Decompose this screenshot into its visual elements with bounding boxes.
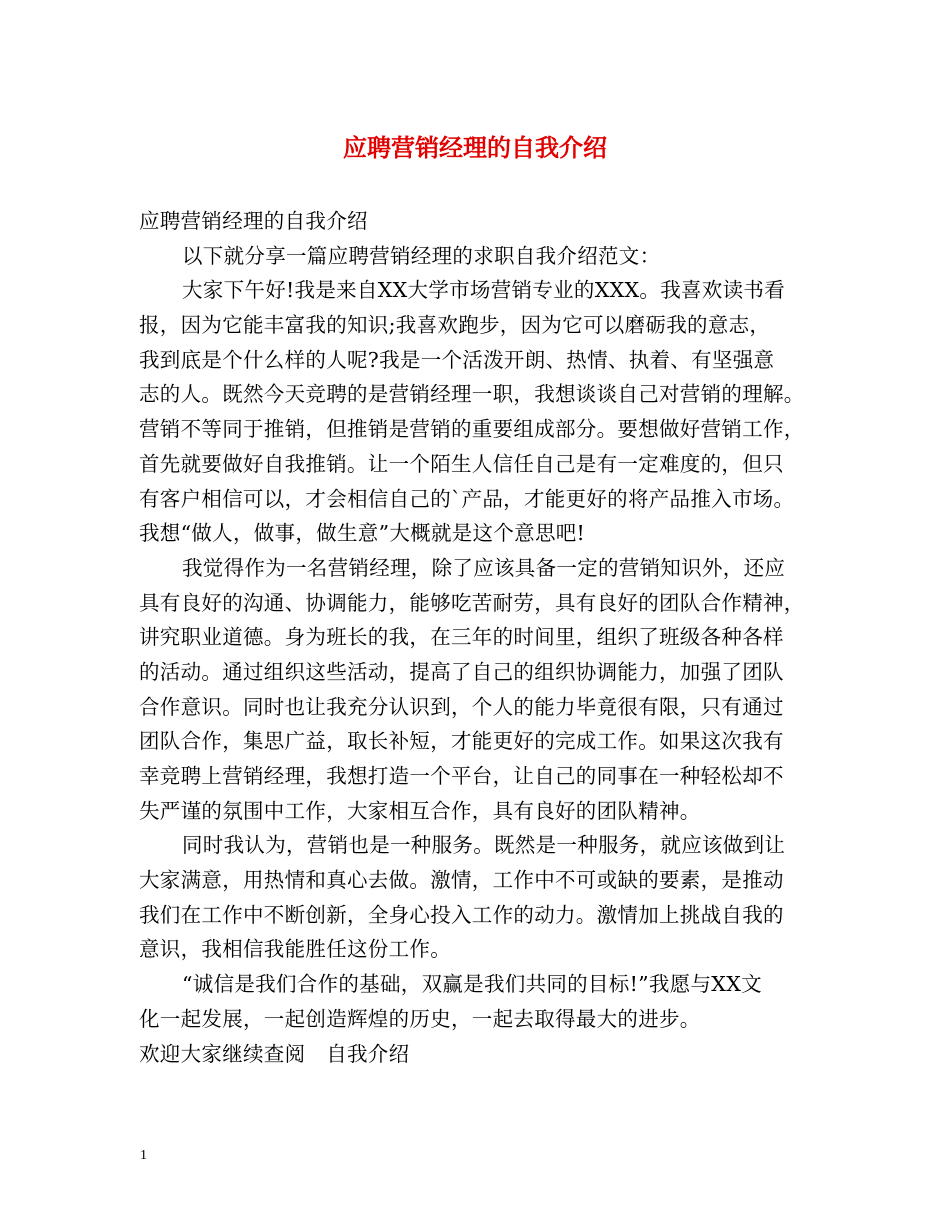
paragraph-line: 大家下午好!我是来自XX大学市场营销专业的XXX。我喜欢读书看: [182, 278, 786, 303]
paragraph-line: 失严谨的氛围中工作，大家相互合作，具有良好的团队精神。: [139, 798, 701, 823]
paragraph-line: 我到底是个什么样的人呢?我是一个活泼开朗、热情、执着、有坚强意: [139, 347, 775, 372]
paragraph-line: 合作意识。同时也让我充分认识到，个人的能力毕竟很有限，只有通过: [139, 694, 784, 719]
paragraph-line: 我觉得作为一名营销经理，除了应该具备一定的营销知识外，还应: [182, 555, 786, 580]
paragraph-line: 意识，我相信我能胜任这份工作。: [139, 937, 451, 962]
paragraph-line: 首先就要做好自我推销。让一个陌生人信任自己是有一定难度的，但只: [139, 451, 784, 476]
paragraph-line: 我们在工作中不断创新，全身心投入工作的动力。激情加上挑战自我的: [139, 902, 784, 927]
paragraph-line: 有客户相信可以，才会相信自己的`产品，才能更好的将产品推入市场。: [139, 486, 795, 511]
paragraph-line: 志的人。既然今天竞聘的是营销经理一职，我想谈谈自己对营销的理解。: [139, 382, 805, 407]
document-body: [139, 204, 829, 1071]
paragraph-line: 报，因为它能丰富我的知识;我喜欢跑步，因为它可以磨砺我的意志，: [139, 313, 771, 338]
page-number: 1: [140, 1148, 147, 1163]
paragraph-line: 我想“做人，做事，做生意”大概就是这个意思吧!: [139, 521, 586, 546]
paragraph-line: 化一起发展，一起创造辉煌的历史，一起去取得最大的进步。: [139, 1006, 701, 1031]
closing-line: 欢迎大家继续查阅 自我介绍: [139, 1041, 410, 1066]
paragraph-line: 的活动。通过组织这些活动，提高了自己的组织协调能力，加强了团队: [139, 659, 784, 684]
paragraph-line: 具有良好的沟通、协调能力，能够吃苦耐劳，具有良好的团队合作精神，: [139, 590, 805, 615]
paragraph-line: 营销不等同于推销，但推销是营销的重要组成部分。要想做好营销工作，: [139, 417, 805, 442]
paragraph-line: 大家满意，用热情和真心去做。激情，工作中不可或缺的要素，是推动: [139, 868, 784, 893]
paragraph-line: 幸竞聘上营销经理，我想打造一个平台，让自己的同事在一种轻松却不: [139, 764, 784, 788]
paragraph-line: 同时我认为，营销也是一种服务。既然是一种服务，就应该做到让: [182, 833, 786, 858]
intro-line: 以下就分享一篇应聘营销经理的求职自我介绍范文：: [182, 243, 661, 268]
paragraph-line: “诚信是我们合作的基础，双赢是我们共同的目标!”我愿与XX文: [182, 972, 762, 997]
paragraph-line: 讲究职业道德。身为班长的我，在三年的时间里，组织了班级各种各样: [139, 625, 784, 650]
document-title: 应聘营销经理的自我介绍: [343, 134, 607, 162]
body-heading: 应聘营销经理的自我介绍: [139, 209, 368, 233]
paragraph-line: 团队合作，集思广益，取长补短，才能更好的完成工作。如果这次我有: [139, 729, 784, 754]
